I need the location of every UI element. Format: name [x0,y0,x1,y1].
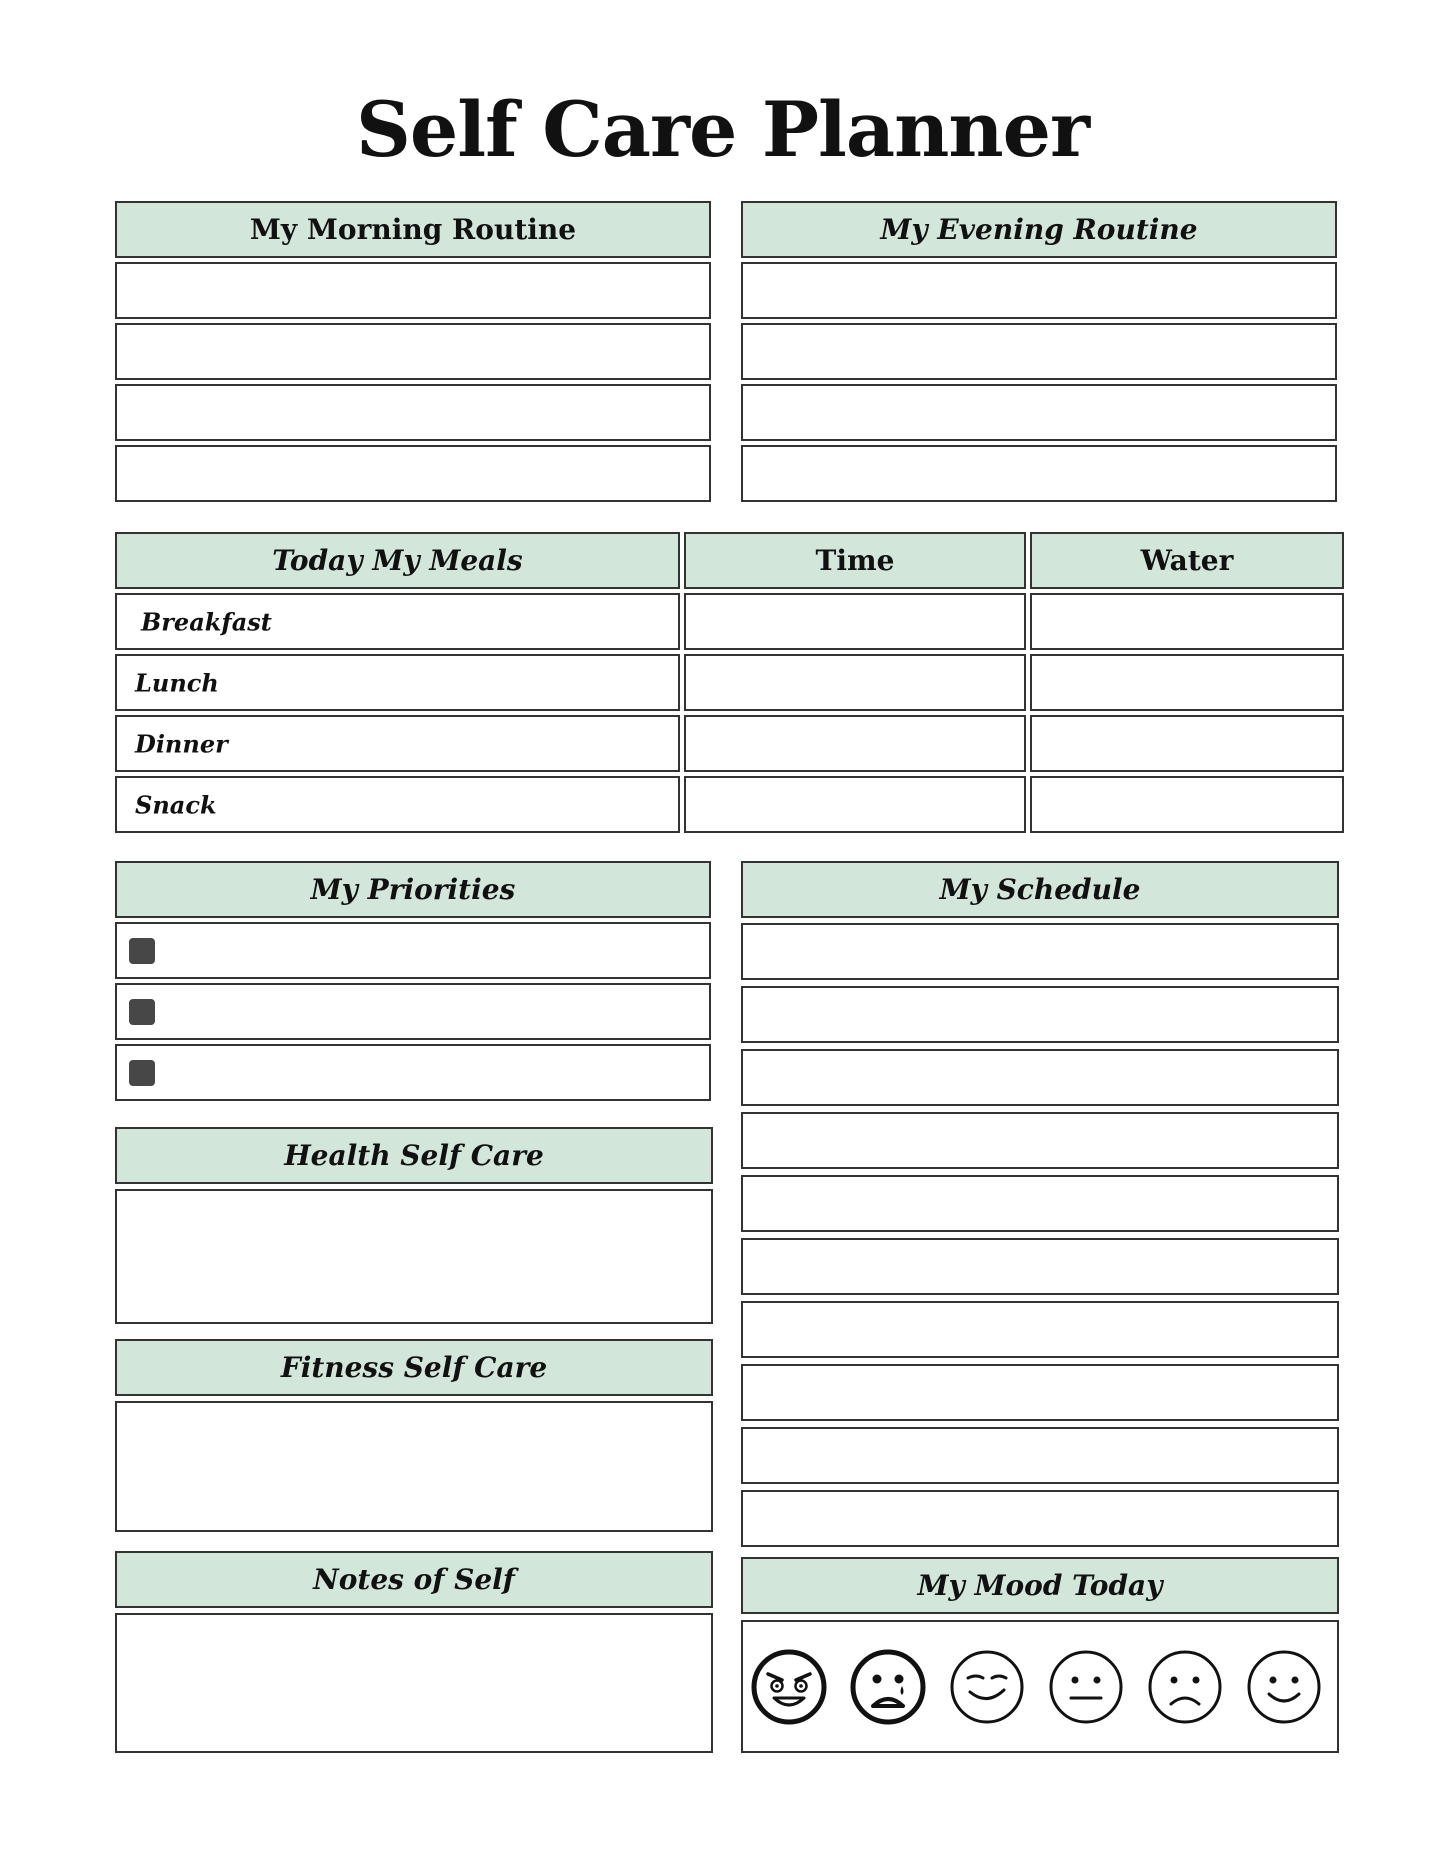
meals-header: Today My Meals [115,532,680,589]
meal-time-cell[interactable] [684,654,1026,711]
mood-header: My Mood Today [741,1557,1339,1614]
schedule-line-1[interactable] [741,923,1339,980]
smiling-face-icon[interactable] [1245,1648,1323,1726]
schedule-line-2[interactable] [741,986,1339,1043]
evening-routine-header: My Evening Routine [741,201,1337,258]
schedule-line-8[interactable] [741,1364,1339,1421]
schedule-line-5[interactable] [741,1175,1339,1232]
notes-header: Notes of Self [115,1551,713,1608]
meal-label: Snack [135,790,217,819]
water-header: Water [1030,532,1344,589]
priorities-header: My Priorities [115,861,711,918]
priority-item-3[interactable] [115,1044,711,1101]
sad-face-icon[interactable] [1146,1648,1224,1726]
checkbox[interactable] [129,1060,155,1086]
meal-label: Lunch [135,668,219,697]
priority-item-1[interactable] [115,922,711,979]
meal-time-cell[interactable] [684,776,1026,833]
morning-routine-line-2[interactable] [115,323,711,380]
morning-routine-line-4[interactable] [115,445,711,502]
evening-routine-line-2[interactable] [741,323,1337,380]
meal-water-cell[interactable] [1030,776,1344,833]
schedule-line-7[interactable] [741,1301,1339,1358]
meal-time-cell[interactable] [684,715,1026,772]
time-header: Time [684,532,1026,589]
morning-routine-line-1[interactable] [115,262,711,319]
page-title: Self Care Planner [355,85,1090,174]
fitness-self-care-header: Fitness Self Care [115,1339,713,1396]
meal-label: Breakfast [141,607,272,636]
checkbox[interactable] [129,999,155,1025]
schedule-header: My Schedule [741,861,1339,918]
priority-item-2[interactable] [115,983,711,1040]
meal-water-cell[interactable] [1030,593,1344,650]
morning-routine-line-3[interactable] [115,384,711,441]
crying-face-icon[interactable] [849,1648,927,1726]
health-self-care-area[interactable] [115,1189,713,1324]
meal-row-breakfast[interactable] [115,593,680,650]
morning-routine-header: My Morning Routine [115,201,711,258]
meal-time-cell[interactable] [684,593,1026,650]
schedule-line-9[interactable] [741,1427,1339,1484]
meal-row-snack[interactable] [115,776,680,833]
meal-label: Dinner [135,729,228,758]
schedule-line-3[interactable] [741,1049,1339,1106]
meal-water-cell[interactable] [1030,654,1344,711]
neutral-face-icon[interactable] [1047,1648,1125,1726]
meal-water-cell[interactable] [1030,715,1344,772]
health-self-care-header: Health Self Care [115,1127,713,1184]
evening-routine-line-1[interactable] [741,262,1337,319]
meal-row-lunch[interactable] [115,654,680,711]
winking-face-icon[interactable] [948,1648,1026,1726]
angry-face-icon[interactable] [750,1648,828,1726]
meal-row-dinner[interactable] [115,715,680,772]
checkbox[interactable] [129,938,155,964]
evening-routine-line-3[interactable] [741,384,1337,441]
mood-area [741,1620,1339,1753]
schedule-line-6[interactable] [741,1238,1339,1295]
schedule-line-4[interactable] [741,1112,1339,1169]
notes-area[interactable] [115,1613,713,1753]
schedule-line-10[interactable] [741,1490,1339,1547]
evening-routine-line-4[interactable] [741,445,1337,502]
fitness-self-care-area[interactable] [115,1401,713,1532]
